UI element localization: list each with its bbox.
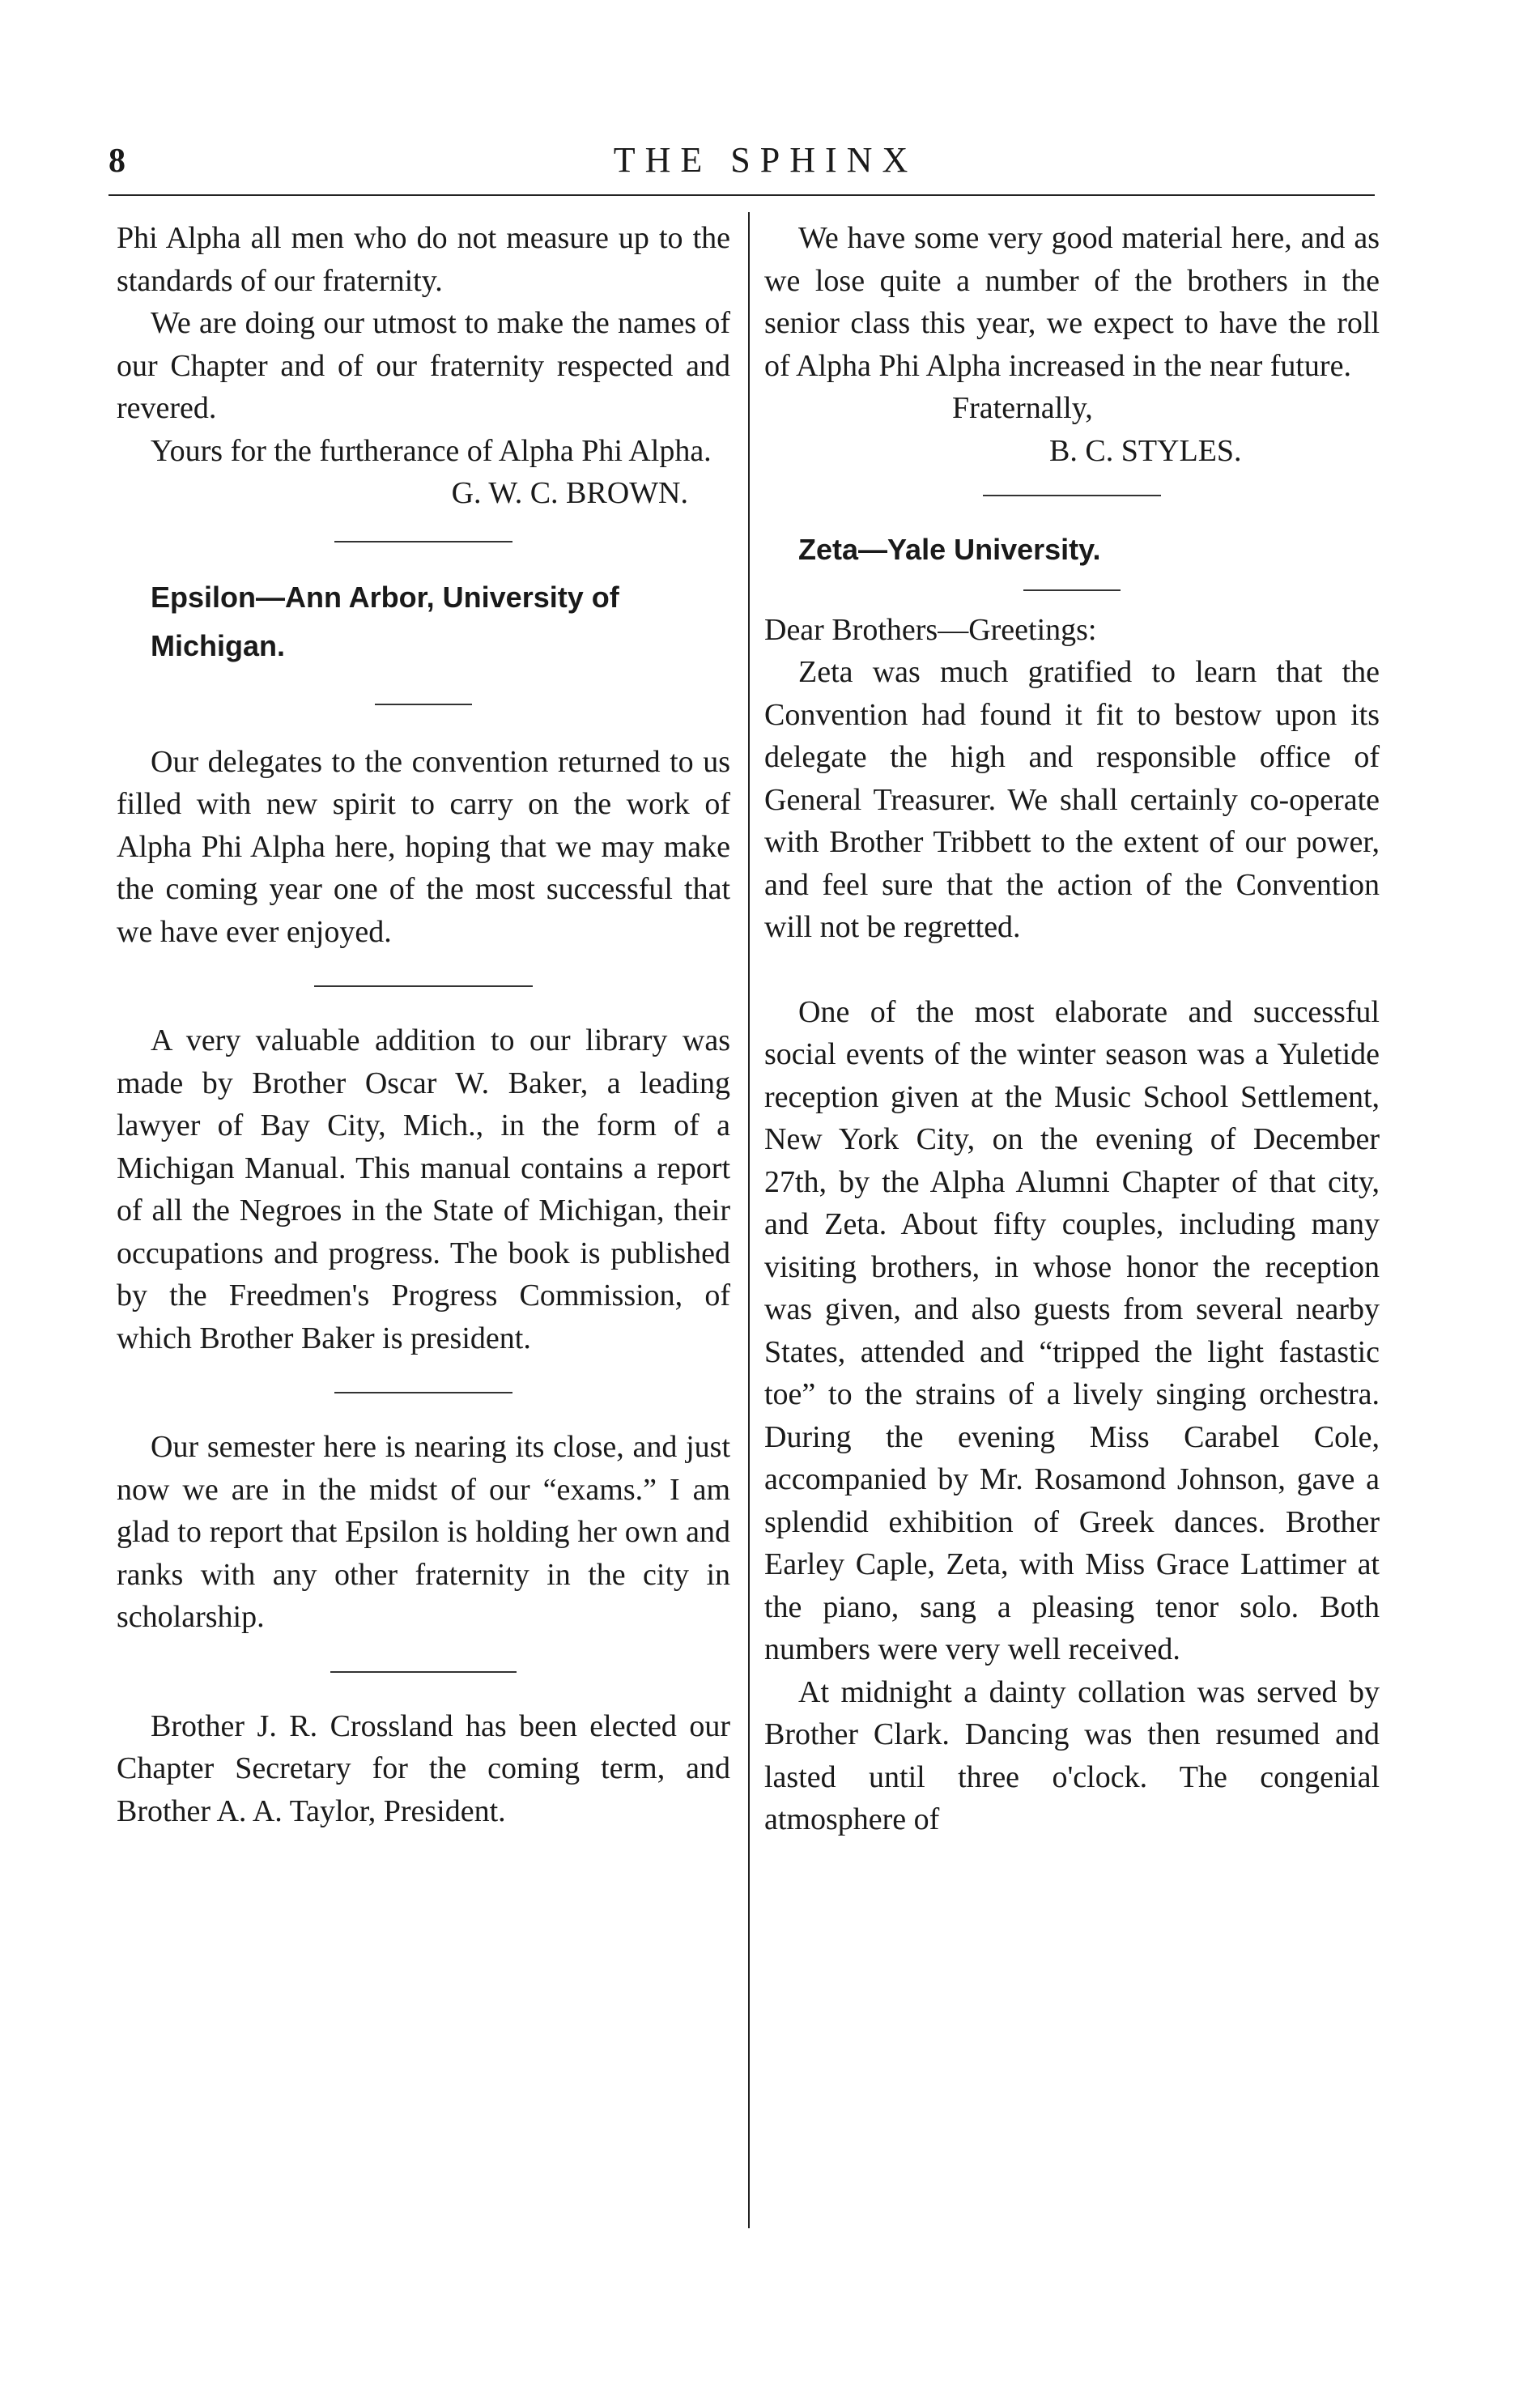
paragraph: Yours for the furtherance of Alpha Phi Alpha. [151,433,712,468]
section-rule [1023,589,1121,591]
section-rule [330,1671,517,1673]
right-column [764,217,1380,1841]
page-number: 8 [108,143,125,180]
running-title: THE SPHINX [613,140,918,180]
salutation: Dear Brothers—Greetings: [764,612,1097,647]
left-column [117,217,730,1832]
paragraph: Phi Alpha all men who do not measure up to the standards of our fraternity. [117,221,730,298]
section-rule [334,1392,512,1393]
paragraph: At midnight a dainty collation was served by Brother Clark. Dancing was then resumed and lasted until three o'clock. The congenial atmosphere of [764,1674,1380,1836]
closing: Fraternally, [952,391,1093,425]
section-rule [375,704,472,705]
column-divider [748,212,750,2228]
section-rule [314,985,533,987]
paragraph: Our semester here is nearing its close, and just now we are in the midst of our “exams.” I am glad to report that Epsilon is holding her own and ranks with any other fraternity in the city in scholarship. [117,1430,730,1634]
section-heading: Zeta—Yale University. [798,533,1101,566]
paragraph: Brother J. R. Crossland has been elected our Chapter Secretary for the coming term, and Brother A. A. Taylor, President. [117,1708,730,1828]
signature: G. W. C. BROWN. [451,476,688,510]
section-heading: Epsilon—Ann Arbor, University of [151,580,619,614]
section-rule [983,495,1161,496]
paragraph: Our delegates to the convention returned to us filled with new spirit to carry on the work of Alpha Phi Alpha here, hoping that we may make the coming year one of the most successful that we have ever enjoyed. [117,744,730,949]
paragraph: We are doing our utmost to make the names of our Chapter and of our fraternity respected and revered. [117,306,730,425]
paragraph: A very valuable addition to our library was made by Brother Oscar W. Baker, a leading lawyer of Bay City, Mich., in the form of a Michigan Manual. This manual contains a report of all the Negroes in the State of Michigan, their occupations and progress. The book is published by the Freedmen's Progress Commission, of which Brother Baker is president. [117,1023,730,1355]
paragraph: We have some very good material here, and as we lose quite a number of the brothers in the senior class this year, we expect to have the roll of Alpha Phi Alpha increased in the near future. [764,221,1380,383]
paragraph: One of the most elaborate and successful social events of the winter season was a Yuletide reception given at the Music School Settlement, New York City, on the evening of December 27th, by the Alpha Alumni Chapter of that city, and Zeta. About fifty couples, including many visiting brothers, in whose honor the reception was given, and also guests from several nearby States, attended and “tripped the light fastastic toe” to the strains of a lively singing orchestra. During the evening Miss Carabel Cole, accompanied by Mr. Rosamond Johnson, gave a splendid exhibition of Greek dances. Brother Earley Caple, Zeta, with Miss Grace Lattimer at the piano, sang a pleasing tenor solo. Both numbers were very well received. [764,994,1380,1666]
section-rule [334,541,512,542]
section-heading: Michigan. [151,629,286,662]
paragraph: Zeta was much gratified to learn that the Convention had found it fit to bestow upon its delegate the high and responsible office of General Treasurer. We shall certainly co-operate with Brother Tribbett to the extent of our power, and feel sure that the action of the Convention will not be regretted. [764,655,1380,944]
header-rule [108,194,1375,196]
signature: B. C. STYLES. [1049,433,1242,468]
